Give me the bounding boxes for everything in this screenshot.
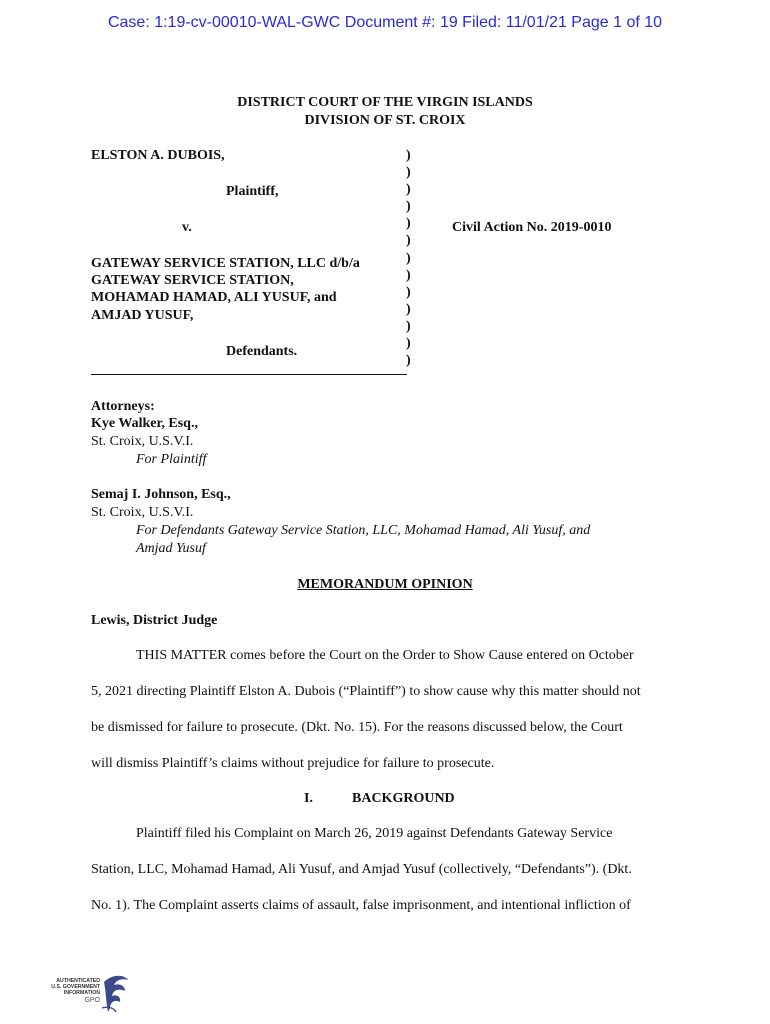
seal-text: U.S. GOVERNMENT <box>51 984 100 990</box>
paren: ) <box>406 165 411 181</box>
defendant-line: MOHAMAD HAMAD, ALI YUSUF, and <box>91 290 337 305</box>
paren: ) <box>406 182 411 198</box>
section-number: I. <box>304 791 313 806</box>
paren: ) <box>406 301 411 317</box>
paren: ) <box>406 250 411 266</box>
paren: ) <box>406 353 411 369</box>
versus: v. <box>182 220 192 235</box>
court-name: DISTRICT COURT OF THE VIRGIN ISLANDS <box>237 95 533 110</box>
paren: ) <box>406 318 411 334</box>
paren: ) <box>406 336 411 352</box>
caption-rule <box>91 374 407 375</box>
eagle-icon <box>98 972 132 1016</box>
section-title: BACKGROUND <box>352 791 455 806</box>
plaintiff-attorney-name: Kye Walker, Esq., <box>91 416 198 431</box>
body-line: 5, 2021 directing Plaintiff Elston A. Dubois (“Plaintiff”) to show cause why this matter should not <box>91 684 641 699</box>
attorneys-heading: Attorneys: <box>91 399 155 414</box>
defendant-attorney-role: For Defendants Gateway Service Station, LLC, Mohamad Hamad, Ali Yusuf, and <box>136 523 591 538</box>
paren: ) <box>406 284 411 300</box>
defendant-attorney-name: Semaj I. Johnson, Esq., <box>91 487 231 502</box>
defendant-line: AMJAD YUSUF, <box>91 308 194 323</box>
seal-text: INFORMATION <box>63 990 100 996</box>
gpo-authentication-seal <box>40 972 130 1018</box>
seal-text: AUTHENTICATED <box>56 978 100 984</box>
judge-name: Lewis, District Judge <box>91 613 218 628</box>
body-line: Station, LLC, Mohamad Hamad, Ali Yusuf, and Amjad Yusuf (collectively, “Defendants”). (Dkt. <box>91 862 632 877</box>
docket-header: Case: 1:19-cv-00010-WAL-GWC Document #: 19 Filed: 11/01/21 Page 1 of 10 <box>107 14 663 31</box>
paren: ) <box>406 216 411 232</box>
civil-action-number: Civil Action No. 2019-0010 <box>452 220 612 235</box>
seal-text: GPO <box>84 997 100 1004</box>
caption-parentheses <box>406 147 411 369</box>
defendant-attorney-role-cont: Amjad Yusuf <box>136 541 206 556</box>
body-line: be dismissed for failure to prosecute. (Dkt. No. 15). For the reasons discussed below, the Court <box>91 720 623 735</box>
defendant-line: GATEWAY SERVICE STATION, LLC d/b/a <box>91 256 360 271</box>
body-line: will dismiss Plaintiff’s claims without prejudice for failure to prosecute. <box>91 756 495 771</box>
paren: ) <box>406 233 411 249</box>
defendants-role: Defendants. <box>226 344 298 359</box>
plaintiff-role: Plaintiff, <box>226 184 279 199</box>
paren: ) <box>406 199 411 215</box>
opinion-title: MEMORANDUM OPINION <box>297 577 473 592</box>
paren: ) <box>406 148 411 163</box>
body-line: THIS MATTER comes before the Court on the Order to Show Cause entered on October <box>136 648 634 663</box>
plaintiff-attorney-location: St. Croix, U.S.V.I. <box>91 434 194 449</box>
plaintiff-attorney-role: For Plaintiff <box>136 452 207 467</box>
paren: ) <box>406 267 411 283</box>
court-division: DIVISION OF ST. CROIX <box>304 113 466 128</box>
body-line: No. 1). The Complaint asserts claims of assault, false imprisonment, and intentional infliction of <box>91 898 631 913</box>
defendant-line: GATEWAY SERVICE STATION, <box>91 273 294 288</box>
defendant-attorney-location: St. Croix, U.S.V.I. <box>91 505 194 520</box>
body-line: Plaintiff filed his Complaint on March 26, 2019 against Defendants Gateway Service <box>136 826 613 841</box>
plaintiff-name: ELSTON A. DUBOIS, <box>91 148 225 163</box>
